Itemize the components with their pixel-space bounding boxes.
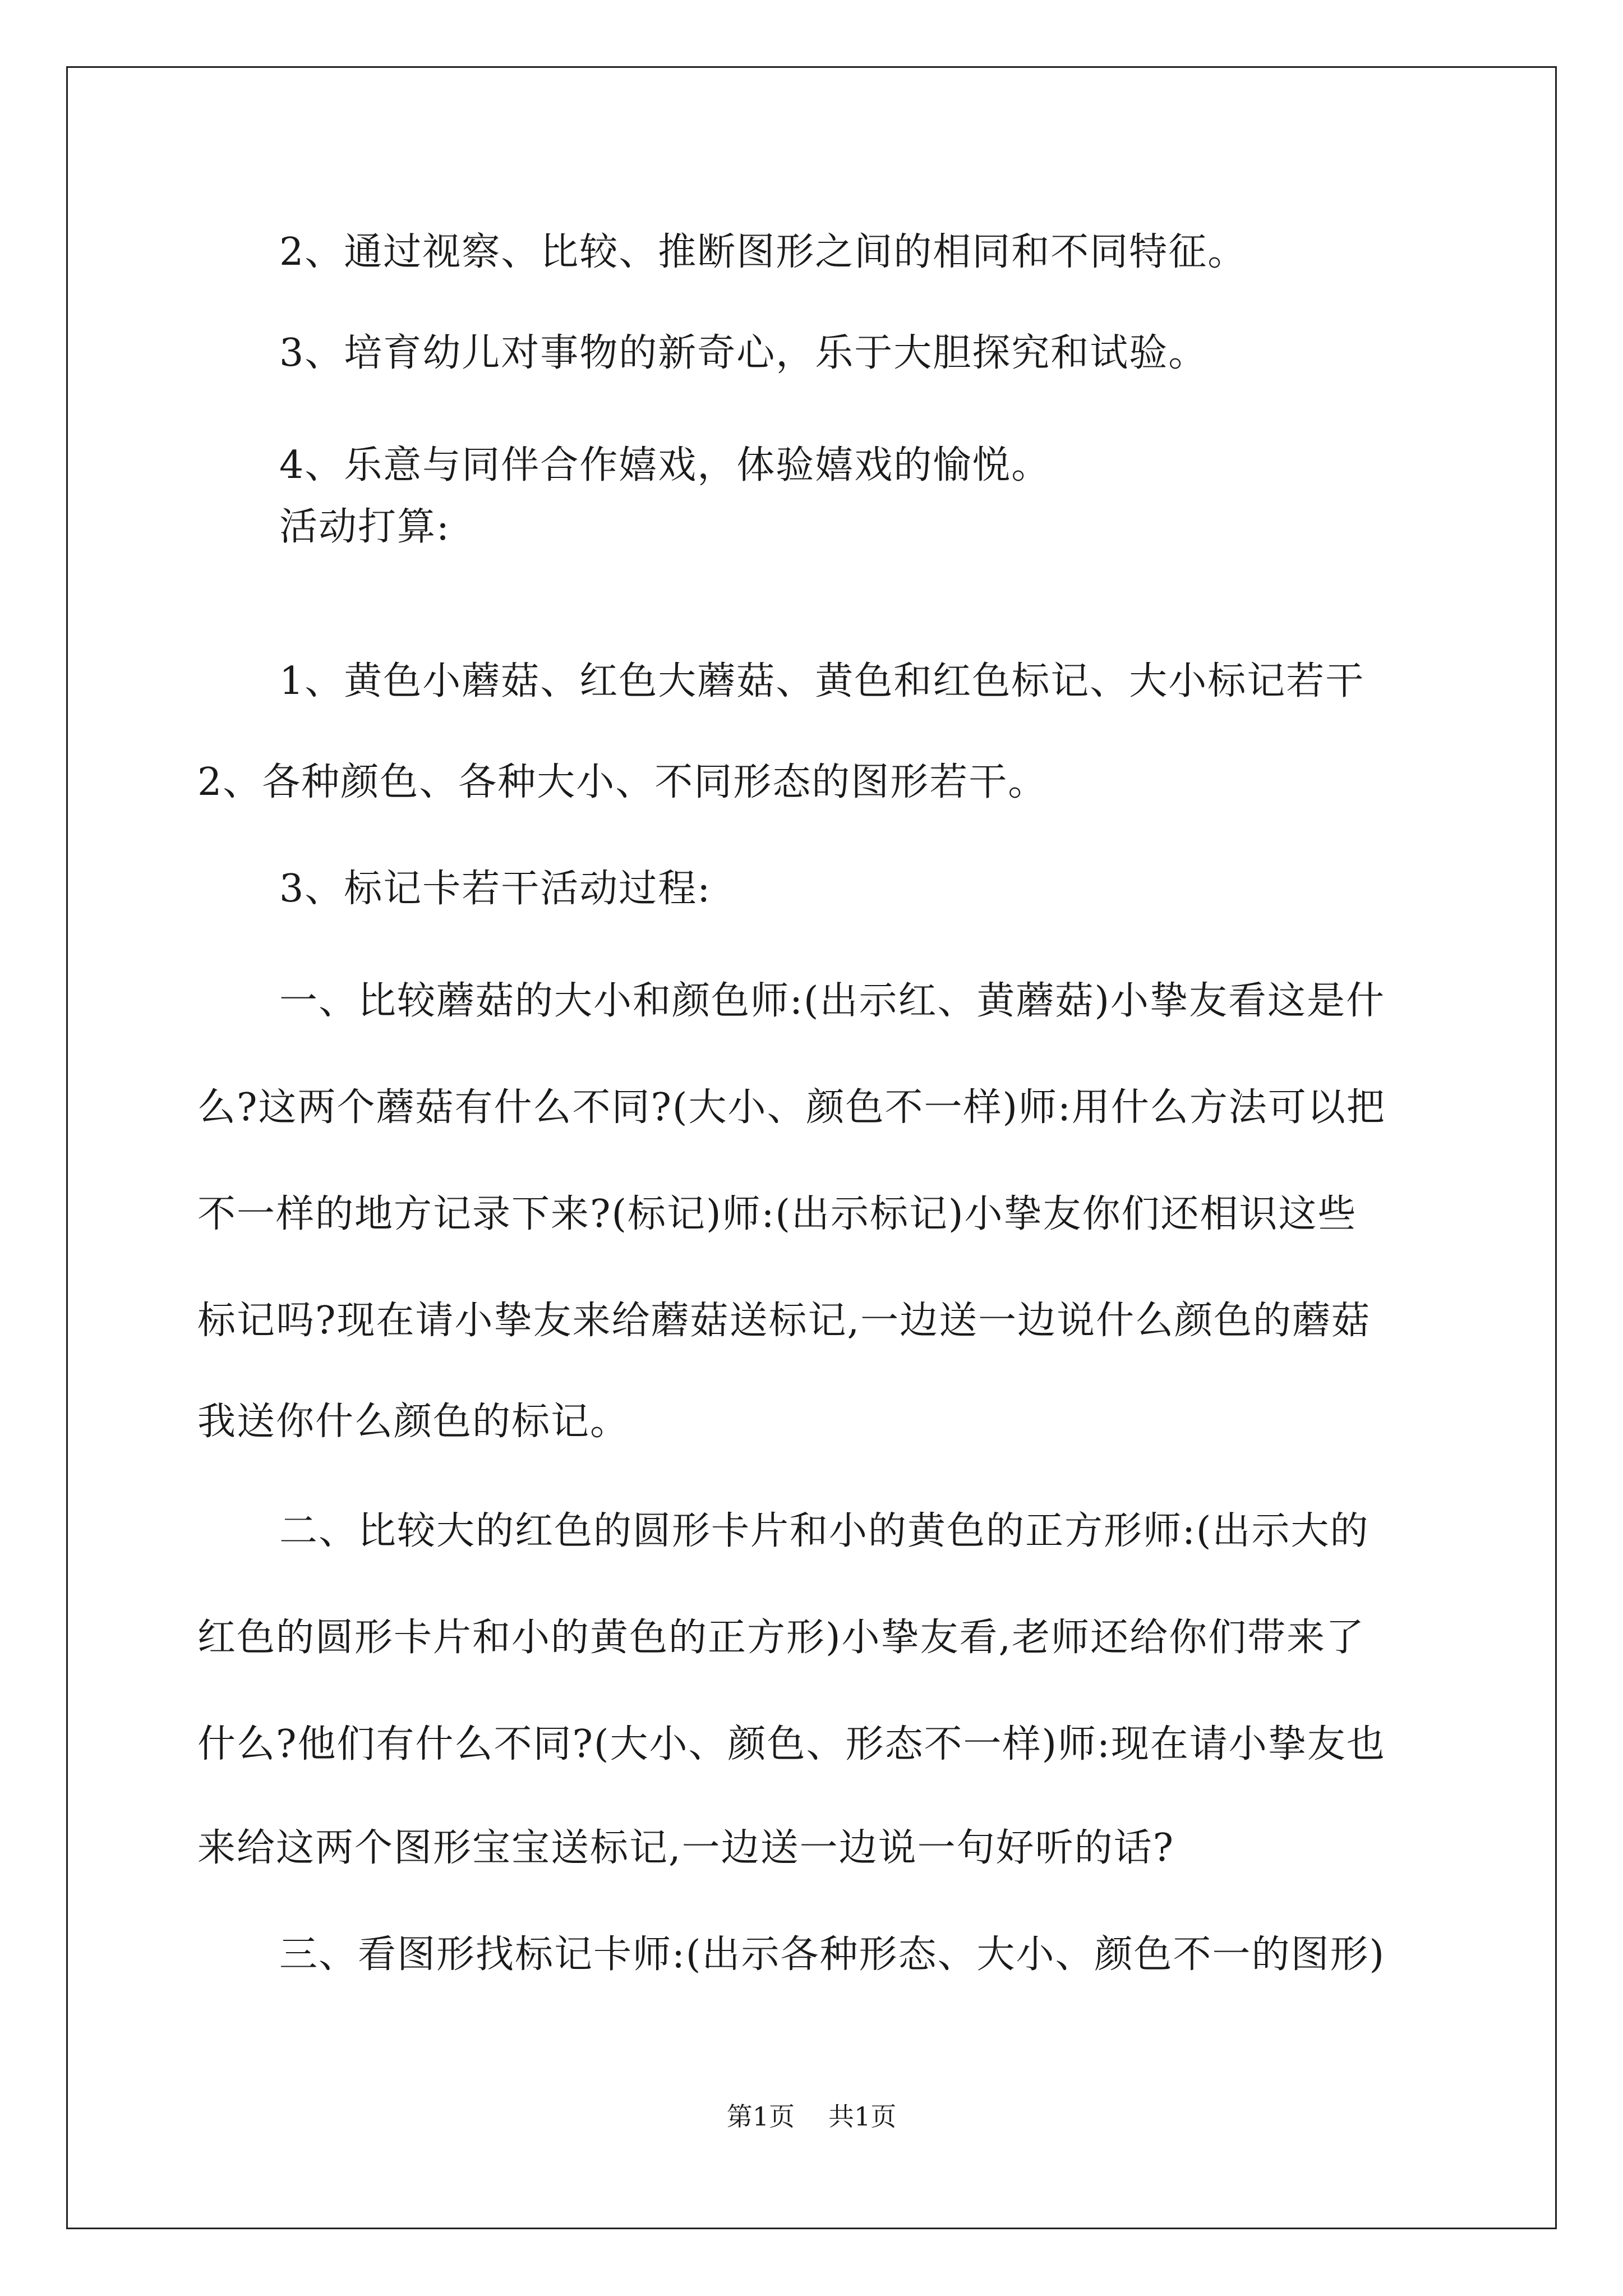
paragraph-step-3-line-1: 三、看图形找标记卡师:(出示各种形态、大小、颜色不一的图形): [279, 1932, 1385, 1977]
page-footer: [0, 2101, 1623, 2132]
paragraph-step-2-line-3: 什么?他们有什么不同?(大小、颜色、形态不一样)师:现在请小挚友也: [197, 1722, 1386, 1766]
paragraph-step-1-line-3: 不一样的地方记录下来?(标记)师:(出示标记)小挚友你们还相识这些: [197, 1192, 1357, 1236]
page-border: [66, 66, 1557, 2229]
paragraph-step-1-line-2: 么?这两个蘑菇有什么不同?(大小、颜色不一样)师:用什么方法可以把: [197, 1085, 1386, 1130]
paragraph-objective-4: 4、乐意与同伴合作嬉戏，体验嬉戏的愉悦。: [279, 443, 1051, 487]
page-total: 共1页: [828, 2101, 897, 2132]
paragraph-preparation-3: 3、标记卡若干活动过程:: [279, 867, 712, 911]
paragraph-step-2-line-1: 二、比较大的红色的圆形卡片和小的黄色的正方形师:(出示大的: [279, 1509, 1370, 1553]
paragraph-step-1-line-1: 一、比较蘑菇的大小和颜色师:(出示红、黄蘑菇)小挚友看这是什: [279, 979, 1385, 1023]
paragraph-objective-2: 2、通过视察、比较、推断图形之间的相同和不同特征。: [279, 230, 1247, 274]
paragraph-step-2-line-4: 来给这两个图形宝宝送标记,一边送一边说一句好听的话?: [197, 1826, 1175, 1870]
paragraph-preparation-2: 2、各种颜色、各种大小、不同形态的图形若干。: [197, 760, 1048, 804]
page-number: 第1页: [726, 2101, 795, 2132]
paragraph-step-2-line-2: 红色的圆形卡片和小的黄色的正方形)小挚友看,老师还给你们带来了: [197, 1616, 1366, 1660]
paragraph-step-1-line-4: 标记吗?现在请小挚友来给蘑菇送标记,一边送一边说什么颜色的蘑菇: [197, 1299, 1371, 1343]
paragraph-step-1-line-5: 我送你什么颜色的标记。: [197, 1400, 630, 1444]
paragraph-objective-3: 3、培育幼儿对事物的新奇心，乐于大胆探究和试验。: [279, 331, 1208, 375]
section-heading-preparation: 活动打算:: [279, 505, 450, 549]
paragraph-preparation-1: 1、黄色小蘑菇、红色大蘑菇、黄色和红色标记、大小标记若干: [279, 659, 1365, 703]
